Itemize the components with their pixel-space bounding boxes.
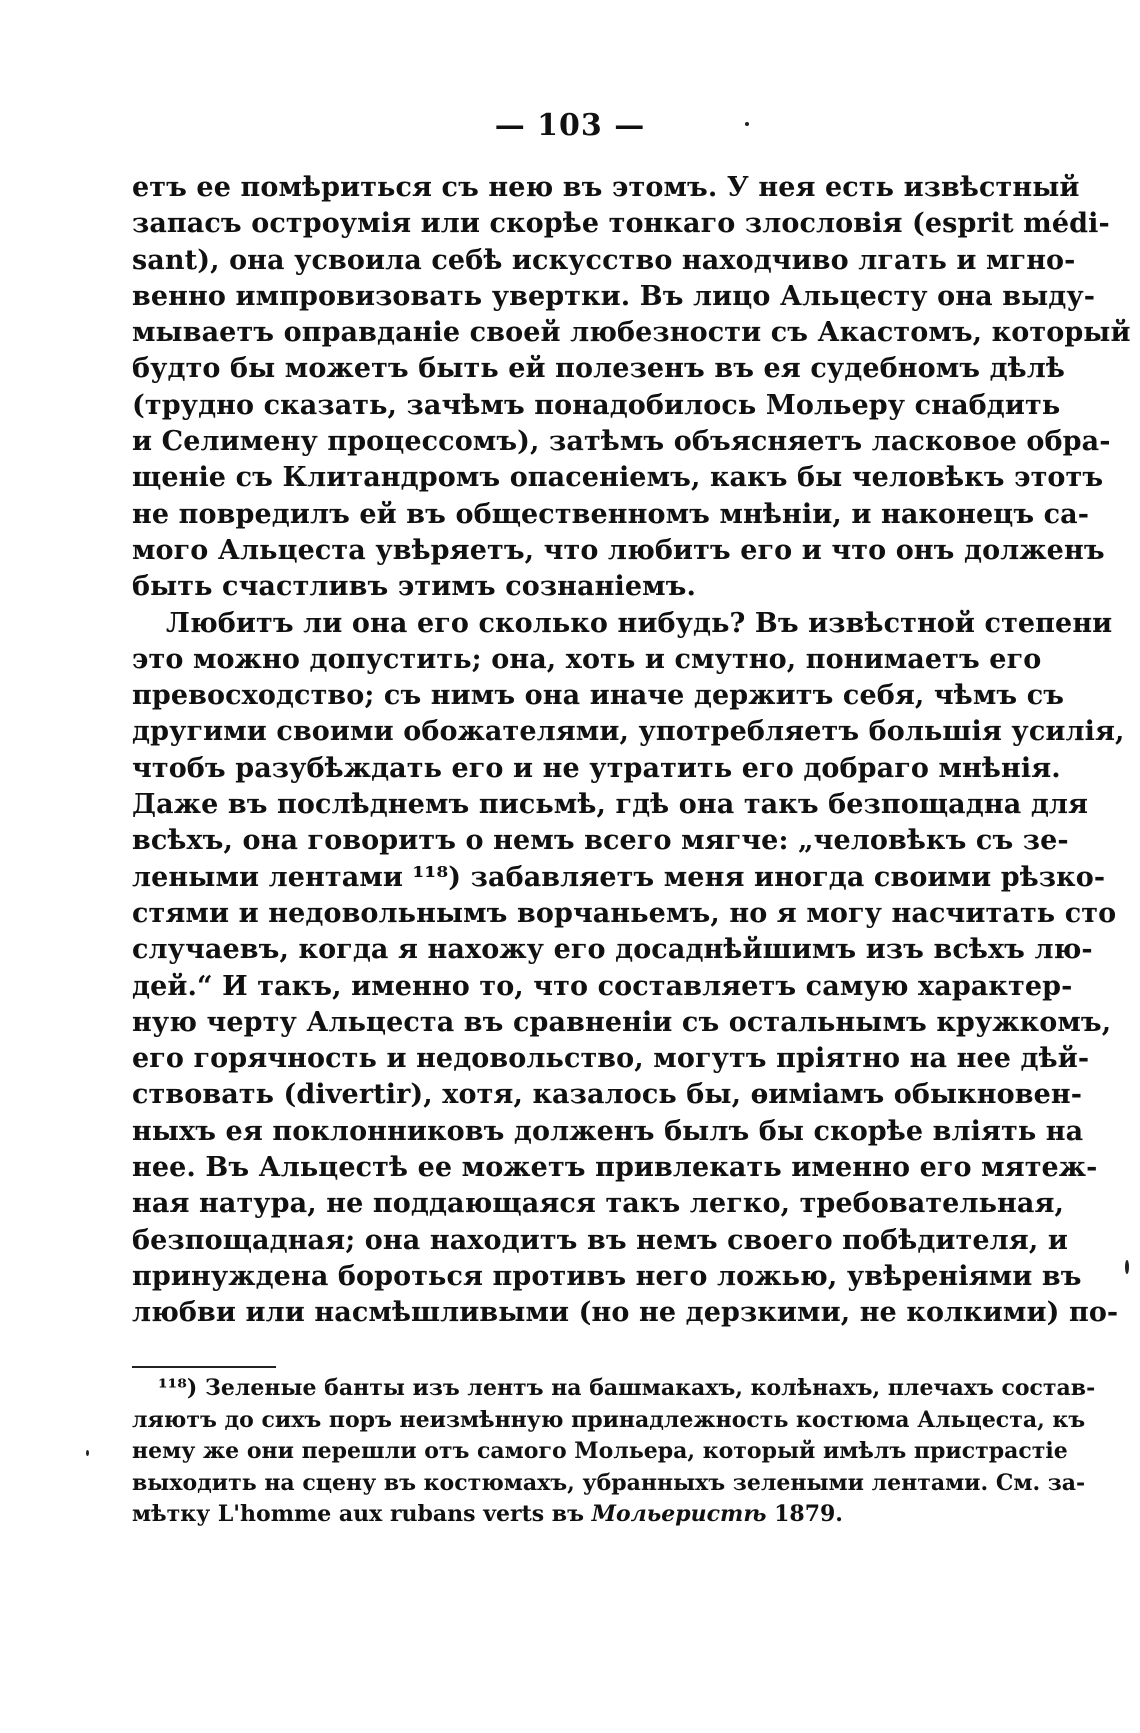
- footnote-line: выходить на сцену въ костюмахъ, убранныхъ зелеными лентами. См. за-: [132, 1469, 1086, 1496]
- text-line: не повредилъ ей въ общественномъ мнѣніи, и наконецъ са-: [132, 498, 1090, 530]
- footnote-line: [132, 1499, 1000, 1531]
- ink-speck: [1125, 1260, 1129, 1274]
- text-line: ствовать (divertir), хотя, казалось бы, ѳиміамъ обыкновен-: [132, 1079, 1083, 1111]
- footnote-text: 1879.: [766, 1501, 843, 1527]
- ink-speck: [745, 122, 749, 126]
- footnote-divider: [132, 1366, 276, 1368]
- text-line: щеніе съ Клитандромъ опасеніемъ, какъ бы человѣкъ этотъ: [132, 462, 1104, 494]
- text-line: случаевъ, когда я нахожу его досаднѣйшимъ изъ всѣхъ лю-: [132, 934, 1093, 966]
- text-line: Любитъ ли она его сколько нибудь? Въ извѣстной степени: [166, 607, 1113, 639]
- text-line: Даже въ послѣднемъ письмѣ, гдѣ она такъ безпощадна для: [132, 789, 1089, 821]
- text-line: это можно допустить; она, хоть и смутно, понимаетъ его: [132, 643, 1042, 675]
- text-line: (трудно сказать, зачѣмъ понадобилось Мольеру снабдить: [132, 389, 1061, 421]
- ink-speck: [86, 1450, 89, 1456]
- paragraph: [132, 606, 1125, 1332]
- text-line: стями и недовольнымъ ворчаньемъ, но я могу насчитать сто: [132, 897, 1117, 929]
- paragraph: [132, 170, 1131, 606]
- text-line: ная натура, не поддающаяся такъ легко, требовательная,: [132, 1188, 1065, 1220]
- text-line: и Селимену процессомъ), затѣмъ объясняетъ ласковое обра-: [132, 426, 1111, 458]
- text-line: леными лентами ¹¹⁸) забавляетъ меня иногда своими рѣзко-: [132, 861, 1106, 893]
- text-line: мываетъ оправданіе своей любезности съ Акастомъ, который: [132, 317, 1131, 349]
- text-line: будто бы можетъ быть ей полезенъ въ ея судебномъ дѣлѣ: [132, 353, 1065, 385]
- text-line: принуждена бороться противъ него ложью, увѣреніями въ: [132, 1260, 1082, 1292]
- footnote-italic-title: Мольеристѣ: [591, 1501, 767, 1527]
- text-line: превосходство; съ нимъ она иначе держитъ себя, чѣмъ съ: [132, 680, 1065, 712]
- text-line: венно импровизовать увертки. Въ лицо Альцесту она выду-: [132, 280, 1096, 312]
- main-text: [132, 170, 1131, 1332]
- footnote: [132, 1373, 1096, 1531]
- text-line: дей.“ И такъ, именно то, что составляетъ самую характер-: [132, 970, 1073, 1002]
- text-line: чтобъ разубѣждать его и не утратить его добраго мнѣнія.: [132, 752, 1061, 784]
- text-line: быть счастливъ этимъ сознаніемъ.: [132, 571, 696, 603]
- text-line: sant), она усвоила себѣ искусство находчиво лгать и мгно-: [132, 244, 1076, 276]
- text-line: безпощадная; она находитъ въ немъ своего побѣдителя, и: [132, 1224, 1068, 1256]
- page-number: — 103 —: [494, 108, 646, 143]
- footnote-line: ляютъ до сихъ поръ неизмѣнную принадлежность костюма Альцеста, къ: [132, 1406, 1086, 1433]
- text-line: ныхъ ея поклонниковъ долженъ былъ бы скорѣе вліять на: [132, 1115, 1084, 1147]
- footnote-line: нему же они перешли отъ самого Мольера, который имѣлъ пристрастіе: [132, 1438, 1068, 1464]
- text-line: запасъ остроумія или скорѣе тонкаго злословія (esprit médi-: [132, 208, 1110, 240]
- footnote-text: мѣтку L'homme aux rubans verts въ: [132, 1501, 592, 1527]
- text-line: его горячность и недовольство, могутъ пріятно на нее дѣй-: [132, 1043, 1090, 1075]
- text-line: мого Альцеста увѣряетъ, что любитъ его и что онъ долженъ: [132, 534, 1105, 566]
- text-line: любви или насмѣшливыми (но не дерзкими, не колкими) по-: [132, 1297, 1119, 1329]
- text-line: ную черту Альцеста въ сравненіи съ остальнымъ кружкомъ,: [132, 1006, 1112, 1038]
- text-line: нее. Въ Альцестѣ ее можетъ привлекать именно его мятеж-: [132, 1152, 1098, 1184]
- footnote-line: ¹¹⁸) Зеленые банты изъ лентъ на башмакахъ, колѣнахъ, плечахъ состав-: [158, 1375, 1096, 1401]
- text-line: другими своими обожателями, употребляетъ большія усилія,: [132, 716, 1125, 748]
- text-line: етъ ее помѣриться съ нею въ этомъ. У нея есть извѣстный: [132, 172, 1080, 203]
- text-line: всѣхъ, она говоритъ о немъ всего мягче: „человѣкъ съ зе-: [132, 825, 1069, 857]
